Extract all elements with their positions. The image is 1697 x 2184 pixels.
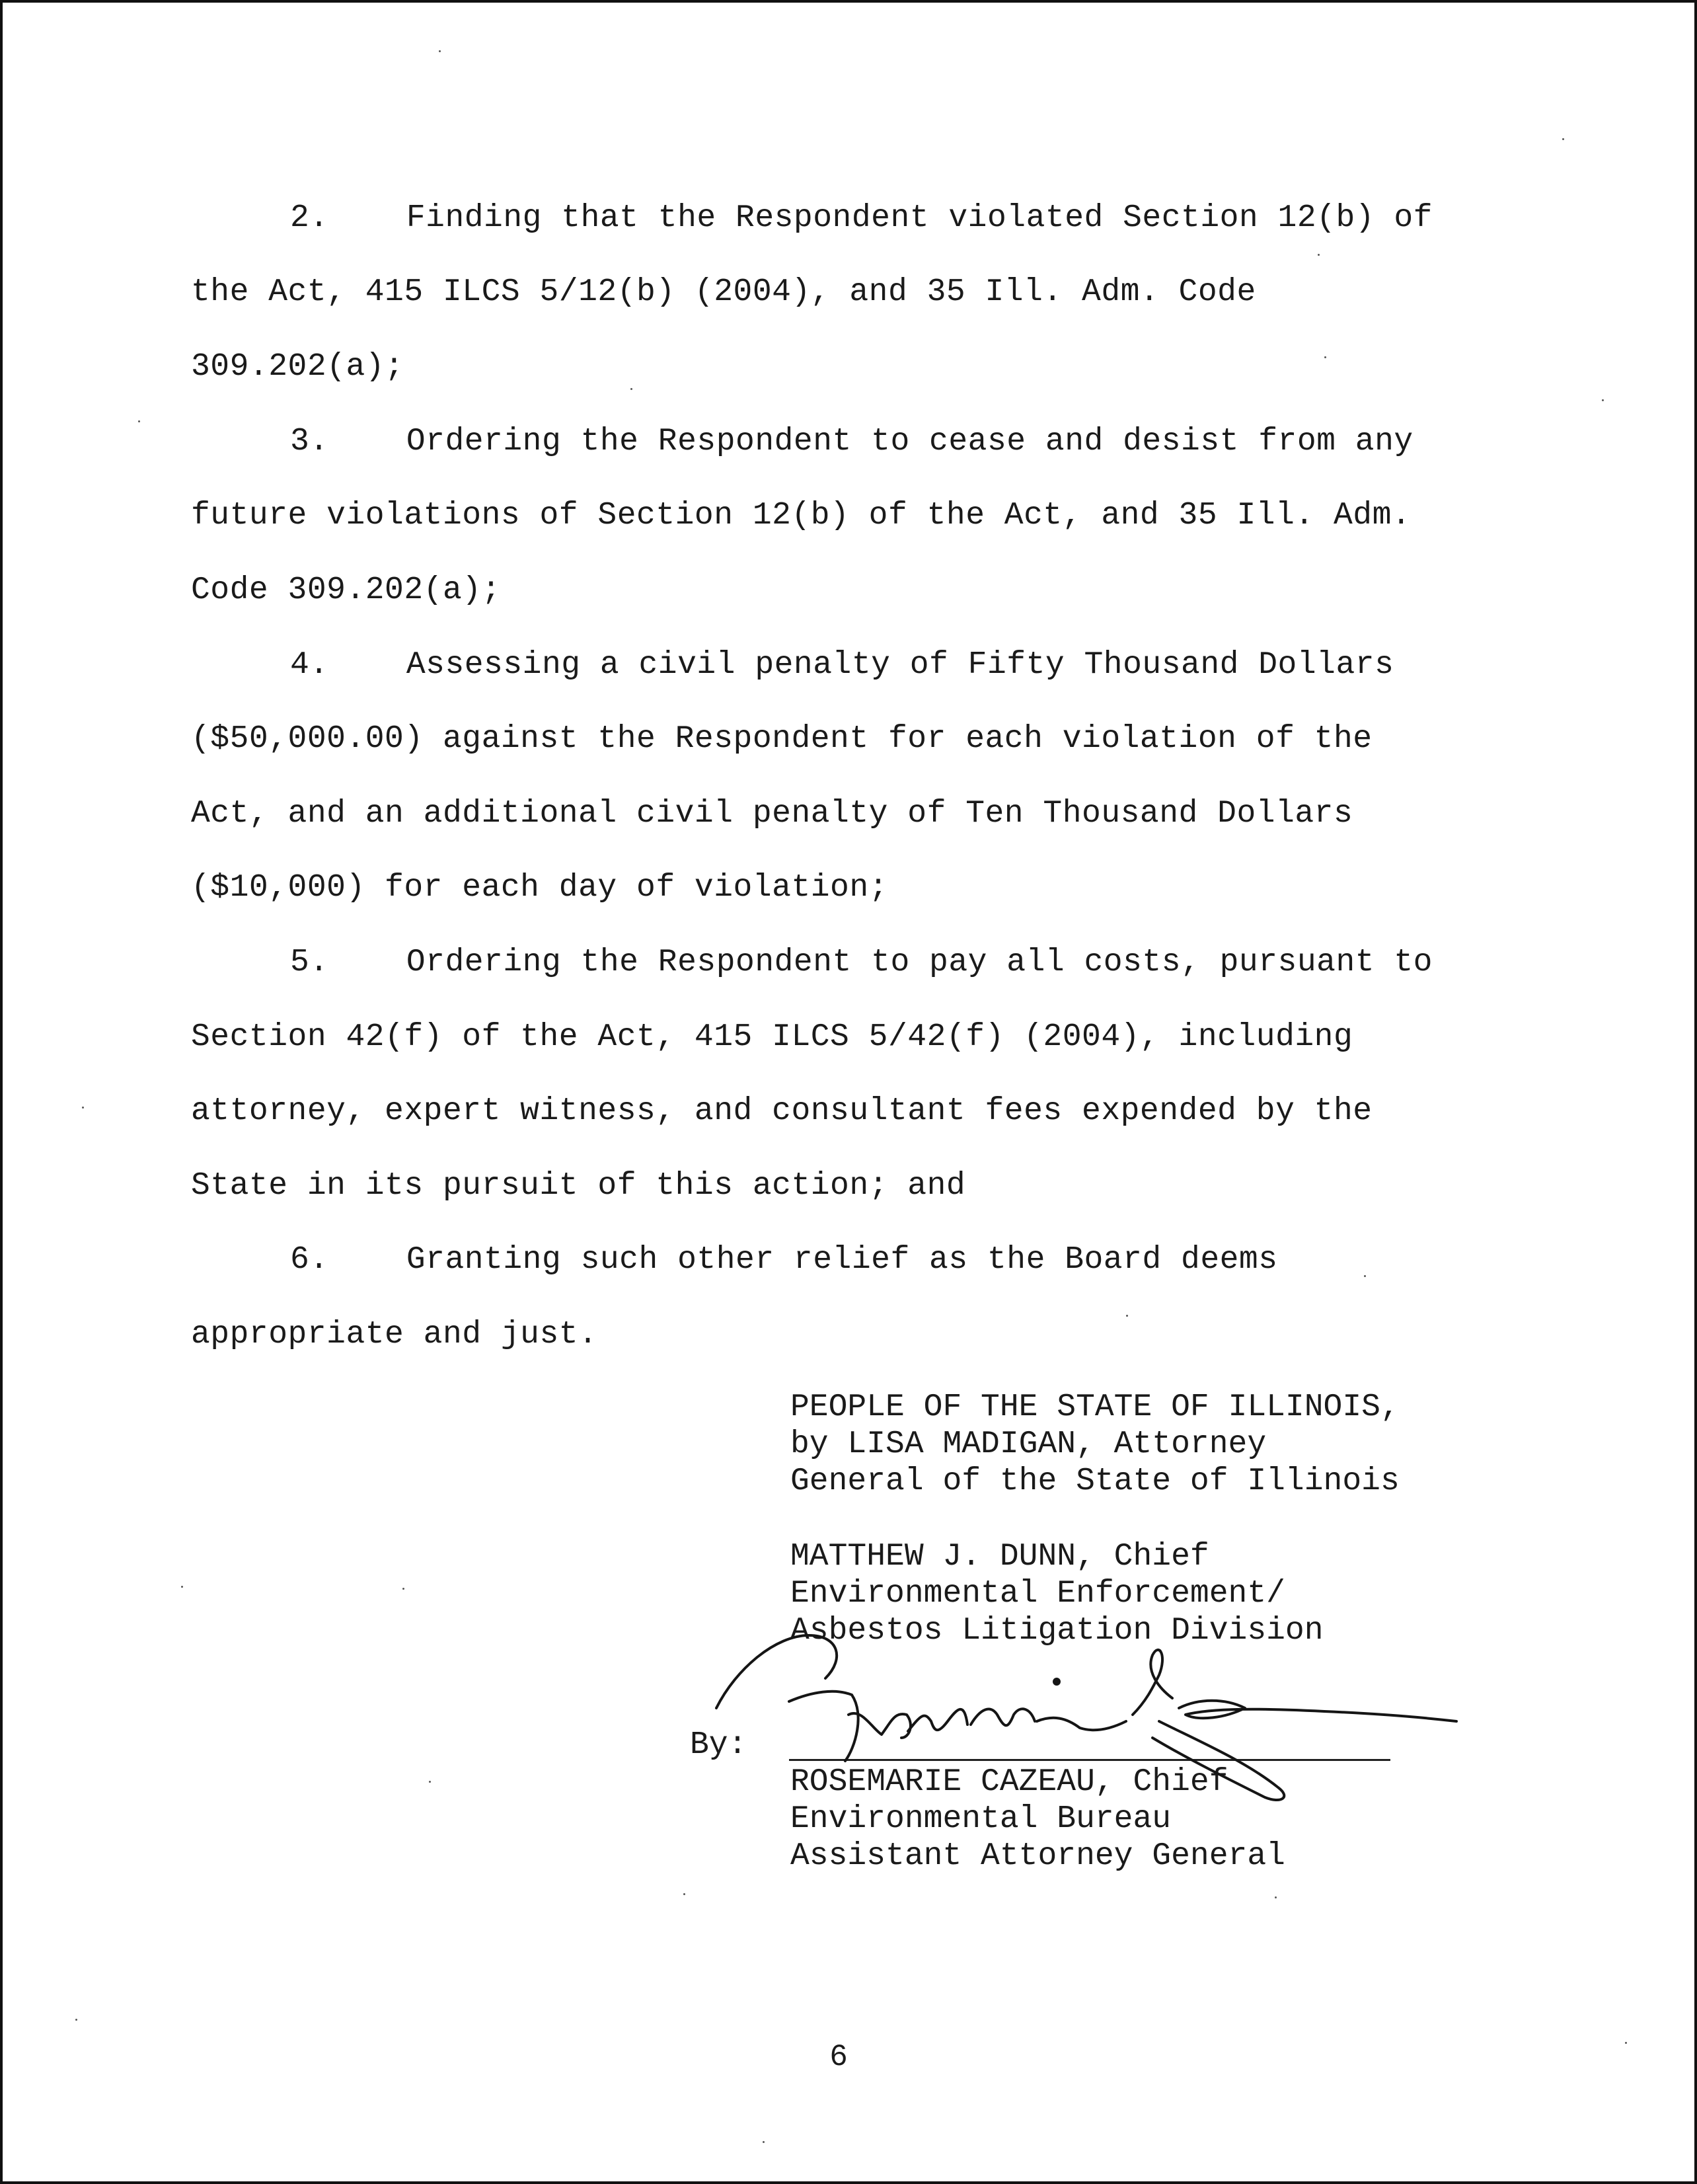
party-name-line-2: by LISA MADIGAN, Attorney [790,1426,1267,1462]
scan-speck [1625,2042,1627,2044]
paragraph-6-line-1: 6. Granting such other relief as the Board deems [290,1242,1278,1278]
scan-speck [1318,254,1320,256]
paragraph-4-line-3: Act, and an additional civil penalty of Ten Thousand Dollars [191,796,1353,832]
scan-speck [763,2141,765,2143]
scan-speck [1364,1275,1366,1277]
scan-speck [82,1107,84,1109]
chief-name-line-2: Environmental Enforcement/ [790,1576,1285,1612]
scan-speck [1324,356,1326,358]
scan-speck [1602,399,1604,401]
chief-name-line-1: MATTHEW J. DUNN, Chief [790,1539,1209,1575]
paragraph-5-line-4: State in its pursuit of this action; and [191,1168,966,1204]
page-number: 6 [829,2040,848,2074]
chief-name-line-3: Asbestos Litigation Division [790,1613,1324,1649]
paragraph-2-line-3: 309.202(a); [191,349,404,385]
paragraph-3-line-3: Code 309.202(a); [191,572,501,608]
paragraph-2-line-1: 2. Finding that the Respondent violated Section 12(b) of [290,200,1433,236]
scan-speck [429,1781,431,1783]
paragraph-6-line-2: appropriate and just. [191,1317,598,1352]
scan-speck [402,1588,404,1590]
signer-name-line-2: Environmental Bureau [790,1801,1172,1837]
scan-speck [75,2019,77,2021]
scan-speck [1275,1896,1277,1898]
paragraph-3-line-1: 3. Ordering the Respondent to cease and desist from any [290,424,1414,459]
paragraph-2-line-2: the Act, 415 ILCS 5/12(b) (2004), and 35 Ill. Adm. Code [191,274,1256,310]
paragraph-4-line-2: ($50,000.00) against the Respondent for each violation of the [191,721,1373,757]
paragraph-5-line-3: attorney, expert witness, and consultant fees expended by the [191,1093,1373,1129]
scan-speck [683,1893,685,1895]
signer-name-line-1: ROSEMARIE CAZEAU, Chief [790,1764,1228,1800]
by-label: By: [690,1727,747,1763]
signer-name-line-3: Assistant Attorney General [790,1838,1285,1874]
paragraph-3-line-2: future violations of Section 12(b) of the Act, and 35 Ill. Adm. [191,498,1412,533]
scan-speck [439,50,441,52]
scan-speck [1126,1315,1128,1317]
paragraph-4-line-4: ($10,000) for each day of violation; [191,870,888,906]
paragraph-4-line-1: 4. Assessing a civil penalty of Fifty Thousand Dollars [290,647,1394,683]
scan-speck [1562,138,1564,140]
scan-speck [630,388,632,390]
paragraph-5-line-2: Section 42(f) of the Act, 415 ILCS 5/42(f) (2004), including [191,1019,1353,1055]
party-name-line-3: General of the State of Illinois [790,1463,1400,1499]
scan-speck [138,420,140,422]
scan-speck [181,1586,183,1588]
paragraph-5-line-1: 5. Ordering the Respondent to pay all costs, pursuant to [290,945,1433,980]
party-name-line-1: PEOPLE OF THE STATE OF ILLINOIS, [790,1389,1400,1425]
signature-line [789,1759,1390,1761]
